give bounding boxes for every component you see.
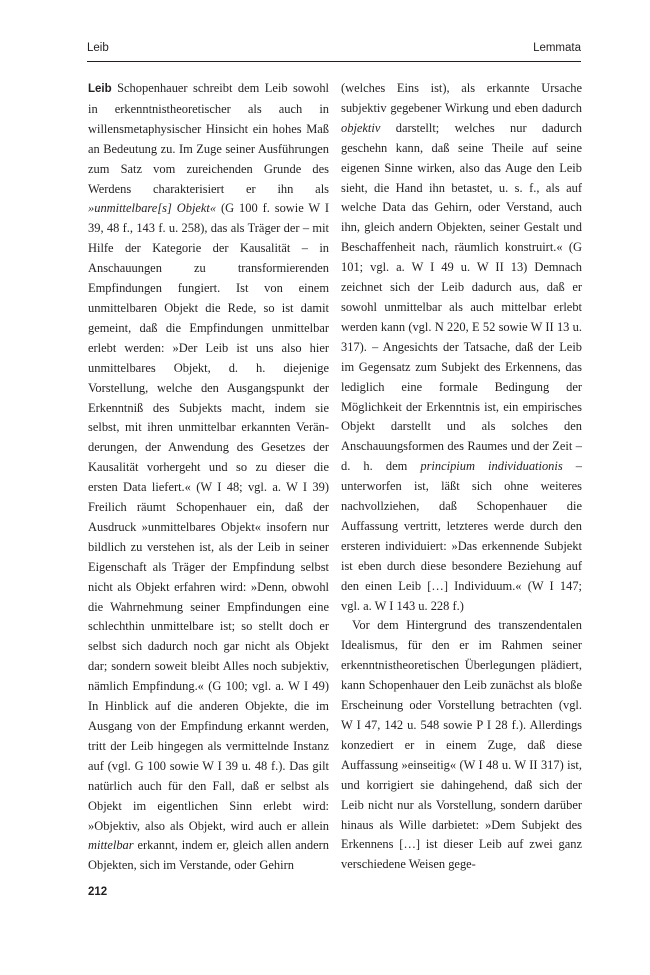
emphasis: objektiv <box>341 120 381 135</box>
page-number: 212 <box>88 886 108 898</box>
emphasis: mittelbar <box>88 838 134 853</box>
header-rule <box>87 61 581 62</box>
text-run: (welches Eins ist), als erkannte Ursache subjektiv gegebener Wirkung und eben dadurch <box>341 81 582 115</box>
emphasis: »unmittelbare[s] Objekt« <box>88 201 217 216</box>
lemma-heading: Leib <box>88 83 112 95</box>
text-run: (G 100 f. sowie W I 39, 48 f., 143 f. u. 258), das als Träger der – mit Hilfe der Kategorie der Kausalität – in Anschauungen zu transformierenden Empfindungen fungiert. Ist von einem unmittelbaren Objekt die Rede, so ist damit gemeint, daß die Empfindungen unmittelbar erlebt werden: »Der Leib ist uns also hier unmittelbares Objekt, d. h. diejenige Vorstellung, welche den Ausgangspunkt der Erkenntniß des Subjekts macht, indem sie selbst, mit ihren unmittelbar erkannten Veränderungen, der Anwendung des Gesetzes der Kausalität vorhergeht und so zu dieser die ersten Data liefert.« (W I 48; vgl. a. W I 39) Freilich räumt Schopenhauer ein, daß der Ausdruck »unmittelbares Objekt« insofern nur bildlich zu verstehen ist, als der Leib in seiner Eigenschaft als Träger der Empfindung selbst nicht als Objekt erfahren wird: »Denn, obwohl die Wahrnehmung seiner Empfindungen eine schlechthin unmittelbare ist; so stellt doch er selbst sich dadurch noch gar nicht als Objekt dar; sondern soweit bleibt Alles noch subjektiv, nämlich Empfindung.« (G 100; vgl. a. W I 49) In Hinblick auf die anderen Objekte, die im Ausgang von der Empfindung erkannt werden, tritt der Leib hingegen als vermittelnde Instanz auf (vgl. G 100 sowie W I 39 u. 48 f.). Das gilt natürlich auch für den Fall, daß er selbst als Objekt im eigentlichen Sinn erlebt wird: »Objektiv, also als Objekt, wird auch er allein <box>88 201 329 833</box>
text-run: Schopenhauer schreibt dem Leib sowohl in erkenntnistheoretischer als auch in willensmetaphysischer Hinsicht ein hohes Maß an Bedeutung zu. Im Zuge seiner Ausführungen zum Satz vom zureichenden Grunde des Werdens charakterisiert er ihn als <box>88 81 329 196</box>
text-run: – unterworfen ist, läßt sich ohne weiteres nachvollziehen, daß Schopenhauer die Auffassung vertritt, letzteres werde durch den ersteren individuiert: »Das erkennende Subjekt ist eben durch diese besondere Beziehung auf den einen Leib […] Individuum.« (W I 147; vgl. a. W I 143 u. 228 f.) <box>341 459 583 613</box>
emphasis: principium individuationis <box>420 459 563 474</box>
paragraph <box>88 79 329 876</box>
paragraph <box>341 616 582 875</box>
text-run: darstellt; welches nur dadurch geschehn kann, daß seine Theile auf seine eigenen Sinne wirken, also das Auge den Leib sieht, die Hand ihn betastet, u. s. f., als auf welche Data das Gehirn, oder Verstand, auch ihn, gleich andern Objekten, seiner Gestalt und Beschaffenheit nach, räumlich konstruirt.« (G 101; vgl. a. W I 49 u. W II 13) Demnach zeichnet sich der Leib dadurch aus, daß er sowohl unmittelbar als auch mittelbar erlebt werden kann (vgl. N 220, E 52 sowie W II 13 u. 317). – Angesichts der Tatsache, daß der Leib im Gegensatz zum Subjekt des Erkennens, das lediglich eine formale Bedingung der Möglichkeit der Erkenntnis ist, ein empirisches Objekt darstellt und als solches den Anschauungsformen des Raumes und der Zeit – d. h. dem <box>341 120 582 474</box>
header-right: Lemmata <box>533 42 581 54</box>
running-header <box>87 42 581 56</box>
text-run: Vor dem Hintergrund des transzendentalen Idealismus, für den er im Rahmen seiner erkenntnistheoretischen Überlegungen plädiert, kann Schopenhauer den Leib zunächst als bloße Erscheinung oder Vorstellung betrachten (vgl. W I 47, 142 u. 548 sowie P I 28 f.). Allerdings konzediert er in einem Zuge, daß diese Auffassung »einseitig« (W I 48 u. W II 317) ist, und korrigiert sie dahingehend, daß sich der Leib nicht nur als Vorstellung, sondern darüber hinaus als Wille darbietet: »Dem Subjekt des Erkennens […] ist dieser Leib auf zwei ganz verschiedene Weisen gege- <box>341 618 582 872</box>
header-left: Leib <box>87 42 109 54</box>
text-run: erkannt, indem er, gleich allen andern Objekten, sich im Verstande, oder Gehirn <box>88 838 329 873</box>
paragraph <box>341 79 582 616</box>
right-column <box>341 79 582 875</box>
left-column <box>88 79 329 876</box>
